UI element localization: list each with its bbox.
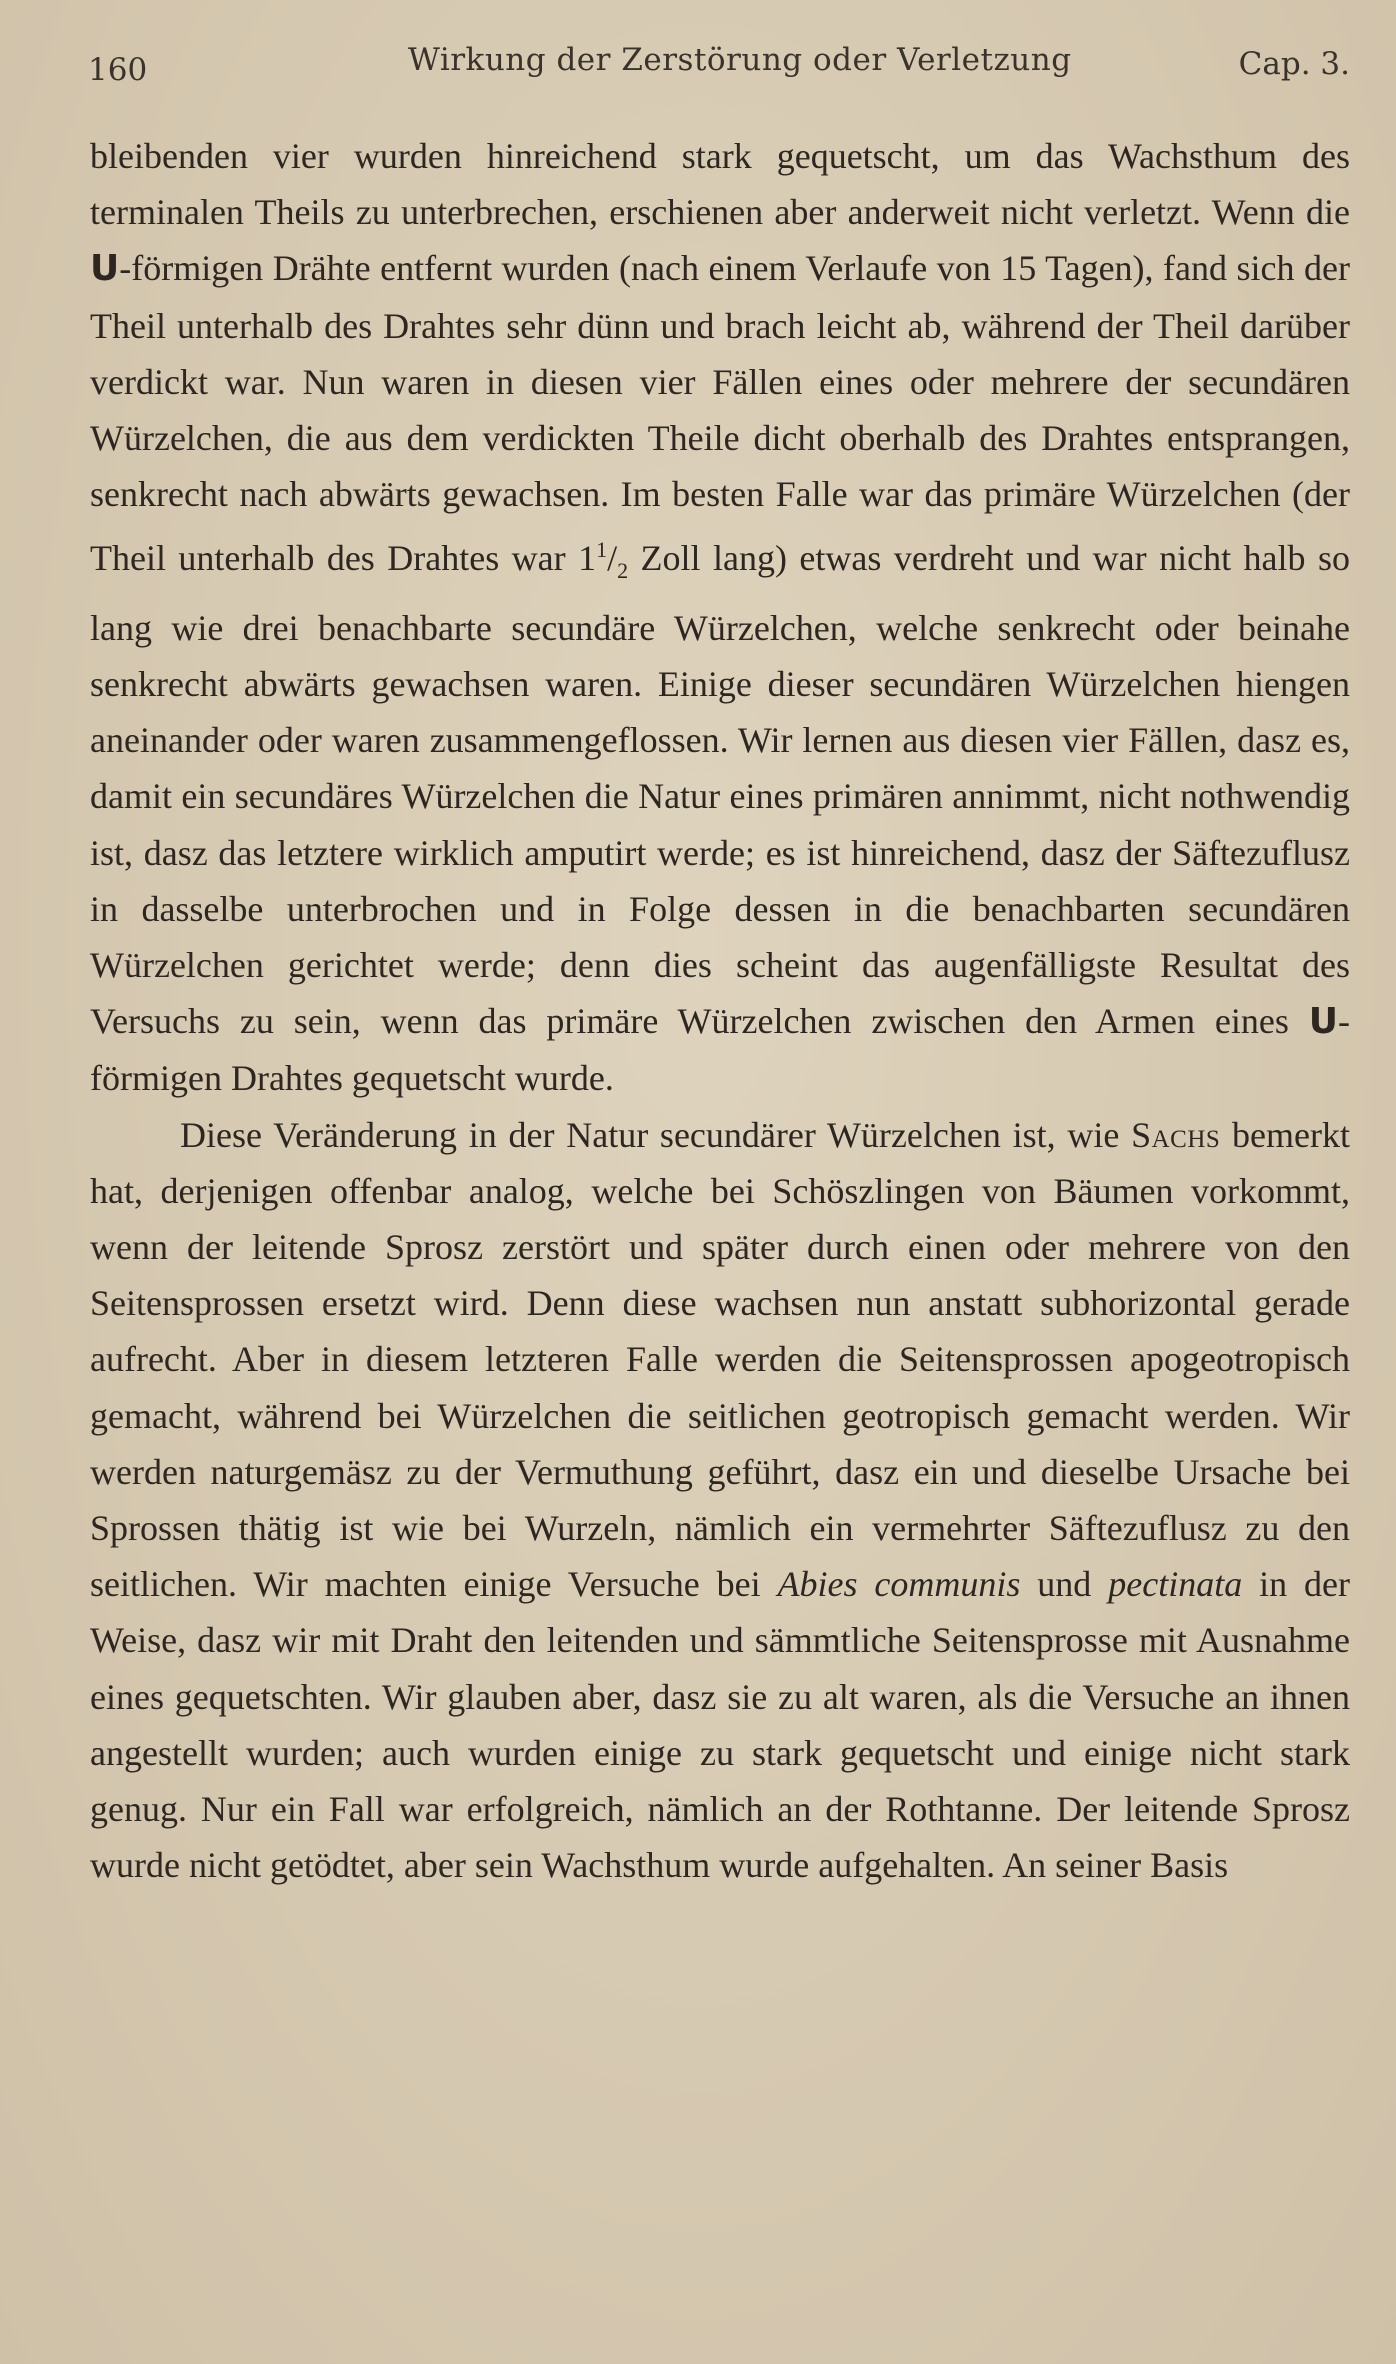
running-title: Wirkung der Zerstörung oder Verletzung [408, 42, 1072, 78]
text-run: -förmigen Drahtes gequetscht wurde. [90, 1001, 1350, 1099]
text-run: / [607, 538, 618, 579]
text-run: U [1308, 1001, 1338, 1043]
text-run: pectinata [1108, 1564, 1243, 1605]
text-run: in der Weise, dasz wir mit Draht den leitenden und sämmtliche Seitensprosse mit Ausnahme eines gequetschten. Wir glauben aber, dasz sie zu alt waren, als die Versuche an ihnen angestellt wurden; auch wurden einige zu stark gequetscht und einige nicht stark genug. Nur ein Fall war erfolgreich, nämlich an der Rothtanne. Der leitende Sprosz wurde nicht getödtet, aber sein Wachsthum wurde aufgehalten. An seiner Basis [90, 1564, 1351, 1886]
text-run: Diese Veränderung in der Natur secundärer Würzelchen ist, wie [180, 1114, 1132, 1155]
page-number: 160 [88, 52, 148, 88]
text-run: bemerkt hat, derjenigen offenbar analog, welche bei Schöszlingen von Bäumen vorkommt, wenn der leitende Sprosz zerstört und später durch einen oder mehrere von den Seitensprossen ersetzt wird. Denn diese wachsen nun anstatt subhorizontal gerade aufrecht. Aber in diesem letzteren Falle werden die Seitensprossen apogeotropisch gemacht, während bei Würzelchen die seitlichen geotropisch gemacht werden. Wir werden naturgemäsz zu der Vermuthung geführt, dasz ein und dieselbe Ursache bei Sprossen thätig ist wie bei Wurzeln, nämlich ein vermehrter Säftezuflusz zu den seitlichen. Wir machten einige Versuche bei [90, 1114, 1350, 1605]
body-text [90, 128, 1350, 1893]
paragraph [90, 1107, 1350, 1894]
text-run: Zoll lang) etwas verdreht und war nicht halb so lang wie drei benachbarte secundäre Würzelchen, welche senkrecht oder beinahe senkrecht abwärts gewachsen waren. Einige dieser secundären Würzelchen hiengen aneinander oder waren zusammengeflossen. Wir lernen aus diesen vier Fällen, dasz es, damit ein secundäres Würzelchen die Natur eines primären annimmt, nicht nothwendig ist, dasz das letztere wirklich amputirt werde; es ist hinreichend, dasz der Säftezuflusz in dasselbe unterbrochen und in Folge dessen in die benachbarten secundären Würzelchen gerichtet werde; denn dies scheint das augenfälligste Resultat des Versuchs zu sein, wenn das primäre Würzelchen zwischen den Armen eines [90, 538, 1350, 1042]
paragraph [90, 128, 1350, 1107]
text-run: 2 [617, 558, 629, 584]
chapter-label: Cap. 3. [1238, 46, 1350, 82]
text-run: bleibenden vier wurden hinreichend stark gequetscht, um das Wachsthum des terminalen Theils zu unterbrechen, erschienen aber anderweit nicht verletzt. Wenn die [90, 136, 1350, 233]
text-run: 1 [596, 537, 608, 563]
text-run: und [1020, 1564, 1109, 1605]
text-run: -förmigen Drähte entfernt wurden (nach einem Verlaufe von 15 Tagen), fand sich der Theil unterhalb des Drahtes sehr dünn und brach leicht ab, während der Theil darüber verdickt war. Nun waren in diesen vier Fällen eines oder mehrere der secundären Würzelchen, die aus dem verdickten Theile dicht oberhalb des Drahtes entsprangen, senkrecht nach abwärts gewachsen. Im besten Falle war das primäre Würzelchen (der Theil unterhalb des Drahtes war 1 [90, 248, 1350, 579]
text-run: Abies communis [777, 1564, 1021, 1605]
running-header [88, 42, 1350, 98]
text-run: U [90, 248, 120, 290]
text-run: Sachs [1131, 1114, 1221, 1155]
